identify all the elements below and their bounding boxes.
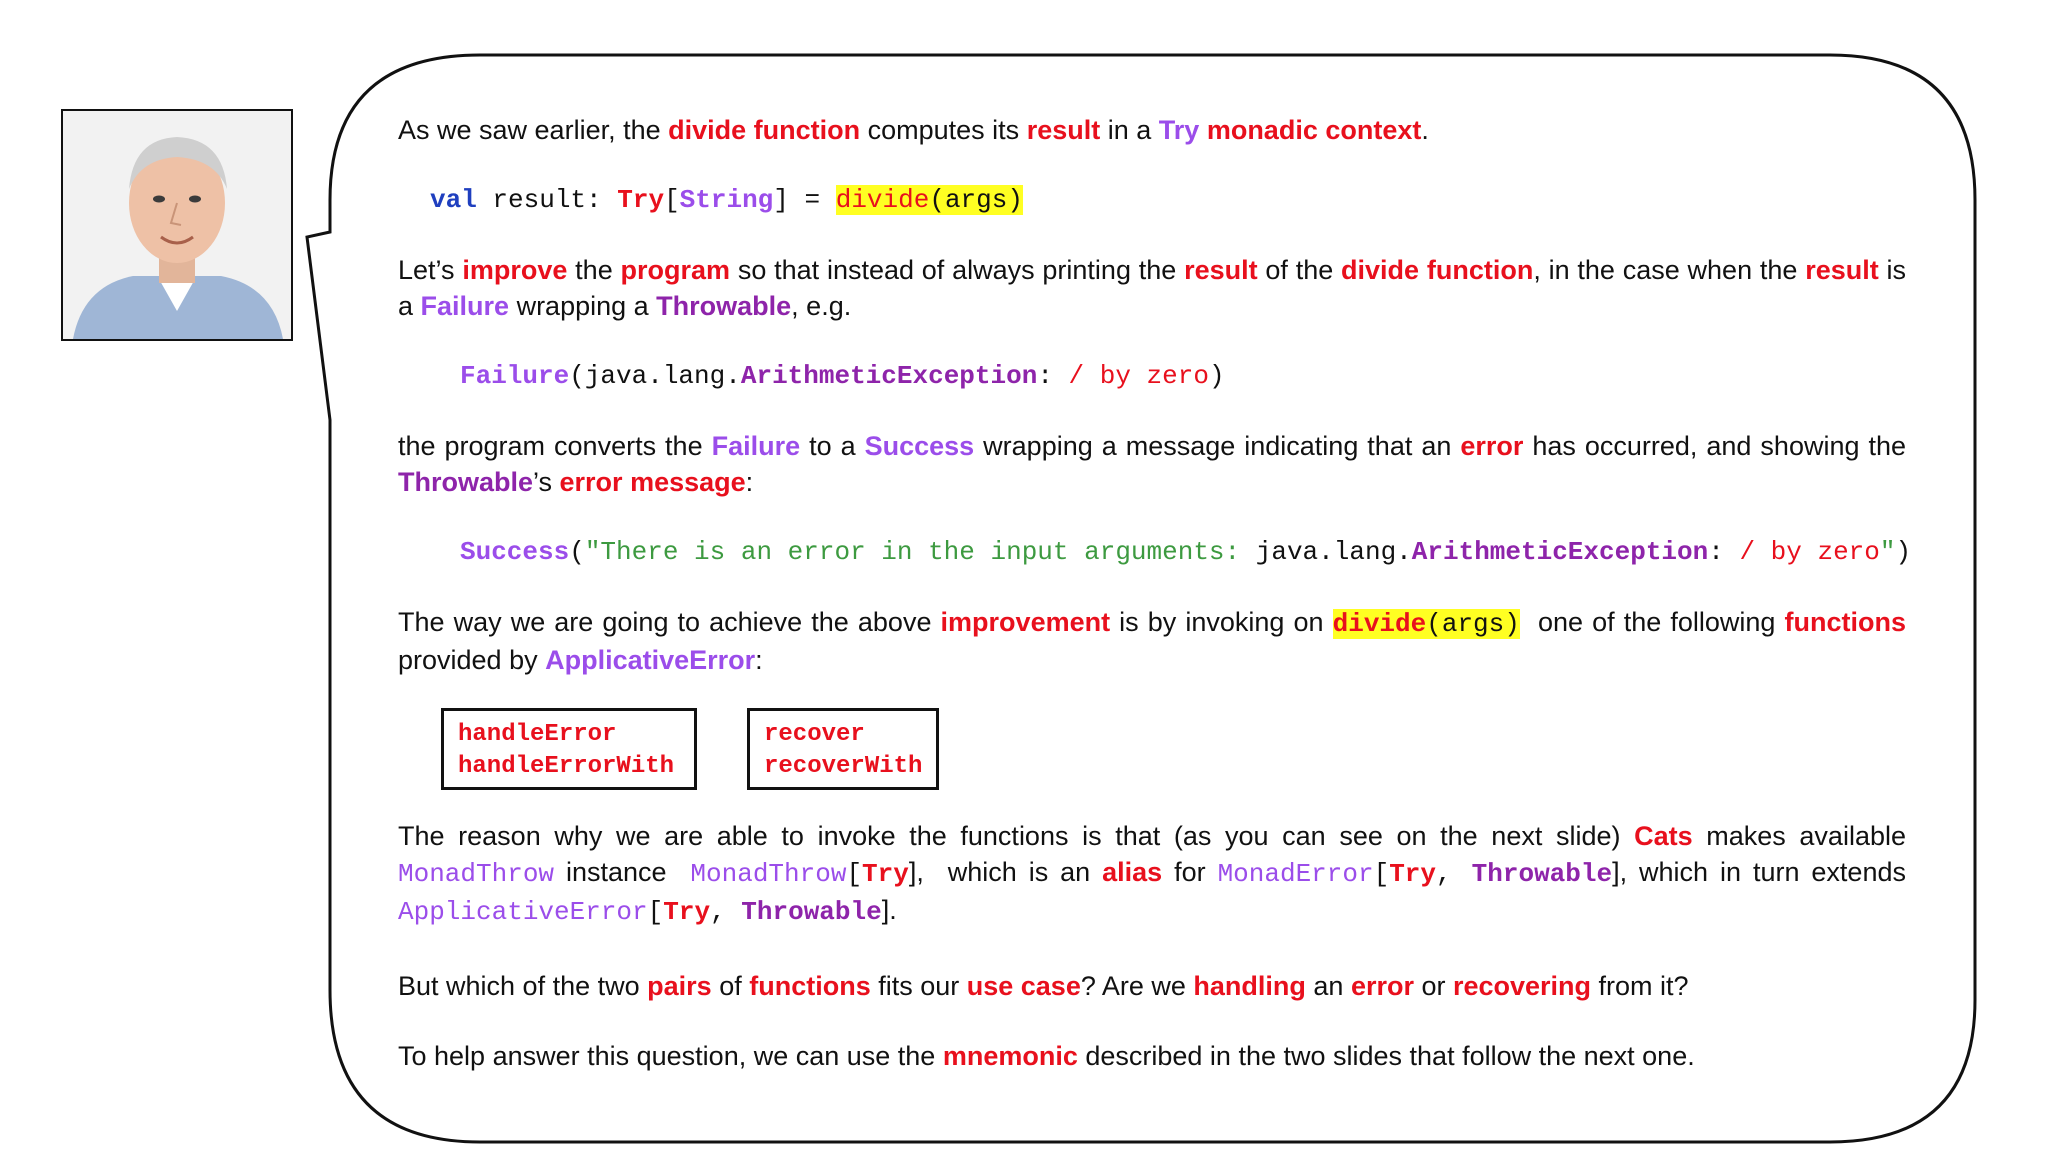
type-name: Try: [663, 897, 711, 927]
text: But which of the two: [398, 971, 648, 1001]
text: is by invoking on: [1110, 607, 1333, 637]
text: has occurred, and showing the: [1523, 431, 1907, 461]
type-name: MonadThrow: [398, 859, 555, 889]
code-failure-line: [460, 358, 1906, 394]
improve-paragraph: [398, 252, 1906, 324]
text: ].: [881, 895, 897, 925]
emphasis: divide function: [1341, 255, 1534, 285]
highlighted-call: [836, 185, 1023, 215]
code-text: :: [1037, 361, 1069, 391]
text: [1199, 115, 1207, 145]
emphasis: error: [1460, 431, 1524, 461]
type-name: Throwable: [1471, 859, 1613, 889]
text: one of the following: [1519, 607, 1785, 637]
text: described in the two slides that follow the next one.: [1077, 1041, 1695, 1071]
emphasis: result: [1184, 255, 1258, 285]
text: .: [1421, 115, 1429, 145]
emphasis: improvement: [940, 607, 1111, 637]
text: wrapping a: [509, 291, 657, 321]
code-text: [: [846, 859, 863, 889]
highlighted-call: [1333, 609, 1520, 639]
text: of the: [1257, 255, 1342, 285]
code-text: ,: [1436, 859, 1472, 889]
text: is a: [398, 255, 1907, 321]
text: makes available: [1692, 821, 1906, 851]
text: to a: [800, 431, 865, 461]
code-text: (: [569, 537, 585, 567]
code-text: (args): [1426, 609, 1520, 639]
code-text: ,: [710, 897, 742, 927]
emphasis: improve: [462, 255, 568, 285]
text: As we saw earlier, the: [398, 115, 669, 145]
text: in a: [1100, 115, 1159, 145]
function-name: divide: [835, 185, 930, 215]
text: or: [1413, 971, 1453, 1001]
code-text: ): [1895, 537, 1912, 567]
type-name: Try: [1389, 859, 1437, 889]
emphasis: error: [1350, 971, 1414, 1001]
code-text: :: [1708, 537, 1740, 567]
type-name: ApplicativeError: [398, 897, 648, 927]
keyword: val: [430, 185, 477, 215]
function-boxes: [398, 708, 1906, 828]
code-text: (java.lang.: [569, 361, 741, 391]
text: , in the case when the: [1533, 255, 1806, 285]
emphasis: Cats: [1634, 821, 1693, 851]
string-literal: ": [1879, 537, 1896, 567]
type-name: ArithmeticException: [1411, 537, 1709, 567]
converts-paragraph: [398, 428, 1906, 500]
code-text: [: [647, 897, 664, 927]
code-text: ): [1208, 361, 1225, 391]
text: the program converts the: [398, 431, 712, 461]
emphasis: result: [1026, 115, 1101, 145]
code-text: ] =: [773, 185, 836, 215]
text: ’s: [533, 467, 560, 497]
mnemonic-paragraph: [398, 1038, 1906, 1074]
emphasis: recovering: [1452, 971, 1592, 1001]
type-name: ArithmeticException: [740, 361, 1038, 391]
type-name: Try: [617, 185, 665, 215]
text: To help answer this question, we can use the: [398, 1041, 943, 1071]
type-name: Try: [1158, 115, 1200, 145]
function-name: handleErrorWith: [458, 753, 675, 780]
intro-paragraph: [398, 112, 1906, 148]
emphasis: functions: [749, 971, 871, 1001]
emphasis: handling: [1193, 971, 1306, 1001]
handle-error-box: [441, 708, 697, 790]
code-result-line: [430, 182, 1906, 218]
emphasis: alias: [1102, 857, 1163, 887]
text: an: [1305, 971, 1351, 1001]
text: ], which in turn extends: [1612, 857, 1906, 887]
emphasis: program: [620, 255, 731, 285]
code-text: (args): [929, 185, 1023, 215]
type-name: Try: [862, 859, 909, 889]
code-text: java.lang.: [1255, 537, 1412, 567]
code-text: [: [1373, 859, 1390, 889]
type-name: Throwable: [741, 897, 882, 927]
error-text: / by zero: [1068, 361, 1209, 391]
text: The reason why we are able to invoke the functions is that (as you can see on the next slide): [398, 821, 1635, 851]
code-success-line: [460, 534, 1912, 570]
text: so that instead of always printing the: [730, 255, 1185, 285]
emphasis: divide function: [668, 115, 861, 145]
type-name: ApplicativeError: [545, 645, 756, 675]
emphasis: pairs: [647, 971, 712, 1001]
type-name: MonadError: [1217, 859, 1374, 889]
type-name: Success: [864, 431, 975, 461]
type-name: Throwable: [656, 291, 792, 321]
function-name: recoverWith: [764, 753, 923, 780]
text: :: [755, 645, 763, 675]
type-name: String: [679, 185, 774, 215]
text: wrapping a message indicating that an: [974, 431, 1461, 461]
type-name: MonadThrow: [690, 859, 847, 889]
type-name: Failure: [460, 361, 570, 391]
function-name: recover: [764, 721, 865, 748]
text: ], which is an: [908, 857, 1103, 887]
recover-box: [747, 708, 939, 790]
text: fits our: [870, 971, 967, 1001]
code-text: result:: [476, 185, 618, 215]
text: ? Are we: [1080, 971, 1194, 1001]
type-name: Throwable: [398, 467, 534, 497]
type-name: Failure: [420, 291, 510, 321]
text: , e.g.: [791, 291, 852, 321]
function-name: handleError: [458, 721, 617, 748]
emphasis: functions: [1784, 607, 1906, 637]
emphasis: use case: [966, 971, 1081, 1001]
text: the: [567, 255, 621, 285]
text: The way we are going to achieve the above: [398, 607, 941, 637]
emphasis: result: [1805, 255, 1879, 285]
emphasis: mnemonic: [942, 1041, 1078, 1071]
text: instance: [554, 857, 691, 887]
achieve-paragraph: [398, 604, 1906, 678]
type-name: Success: [460, 537, 570, 567]
type-name: Failure: [711, 431, 801, 461]
code-text: [: [664, 185, 680, 215]
text: for: [1162, 857, 1218, 887]
presenter-photo: [61, 109, 293, 341]
reason-paragraph: [398, 818, 1906, 930]
function-name: divide: [1332, 609, 1427, 639]
emphasis: error message: [559, 467, 746, 497]
error-text: / by zero: [1739, 537, 1880, 567]
text: :: [745, 467, 754, 497]
text: computes its: [860, 115, 1027, 145]
question-paragraph: [398, 968, 1906, 1004]
text: from it?: [1591, 971, 1689, 1001]
text: of: [711, 971, 750, 1001]
slide-content: [398, 112, 1912, 1074]
text: Let’s: [398, 255, 463, 285]
text: provided by: [398, 645, 546, 675]
emphasis: monadic context: [1206, 115, 1422, 145]
string-literal: "There is an error in the input arguments:: [584, 537, 1256, 567]
